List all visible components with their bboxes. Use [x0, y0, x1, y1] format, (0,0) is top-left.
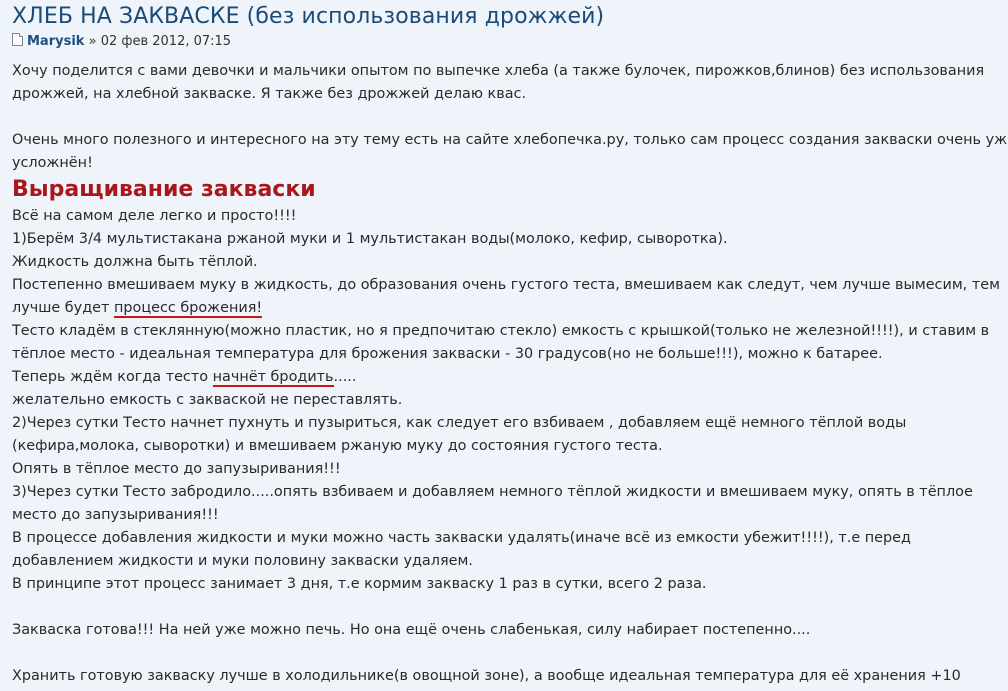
- underlined-phrase: начнёт бродить: [212, 369, 334, 385]
- blank-line: [12, 596, 1004, 619]
- text-fragment: .....: [333, 369, 357, 385]
- text-line: 3)Через сутки Тесто забродило.....опять взбиваем и добавляем немного тёплой жидкости и вмешиваем муку, опять в тёплое: [12, 484, 973, 500]
- text-line: 2)Через сутки Тесто начнет пухнуть и пузыриться, как следует его взбиваем , добавляем ещё немного тёплой воды: [12, 415, 907, 431]
- text-line: добавлением жидкости и муки половину закваски удаляем.: [12, 553, 473, 569]
- author-link[interactable]: Marysik: [27, 34, 85, 49]
- text-line: тёплое место - идеальная температура для брожения закваски - 30 градусов(но не больше!!!), можно к батарее.: [12, 346, 883, 362]
- text-line: Жидкость должна быть тёплой.: [12, 254, 258, 270]
- post-body: [12, 60, 1008, 688]
- text-line: Всё на самом деле легко и просто!!!!: [12, 208, 297, 224]
- post-title[interactable]: ХЛЕБ НА ЗАКВАСКЕ (без использования дрожжей): [12, 4, 605, 29]
- text-line: Закваска готова!!! На ней уже можно печь. Но она ещё очень слабенькая, силу набирает постепенно....: [12, 622, 811, 638]
- text-line: Очень много полезного и интересного на эту тему есть на сайте хлебопечка.ру, только сам процесс создания закваски очень уж: [12, 132, 1008, 148]
- text-line: [12, 366, 1004, 389]
- section-heading: Выращивание закваски: [12, 177, 316, 202]
- post-meta: [12, 32, 1008, 54]
- text-line: Постепенно вмешиваем муку в жидкость, до образования очень густого теста, вмешиваем как следут, чем лучше вымесим, тем: [12, 277, 1000, 293]
- meta-separator: »: [88, 34, 97, 49]
- text-line: [12, 297, 1004, 320]
- text-line: (кефира,молока, сыворотки) и вмешиваем ржаную муку до состояния густого теста.: [12, 438, 663, 454]
- text-fragment: Теперь ждём когда тесто: [12, 369, 213, 385]
- text-line: В процессе добавления жидкости и муки можно часть закваски удалять(иначе всё из емкости убежит!!!!), т.е перед: [12, 530, 911, 546]
- underlined-phrase: процесс брожения!: [113, 300, 263, 316]
- post-icon[interactable]: [12, 33, 23, 46]
- text-line: Хочу поделится с вами девочки и мальчики опытом по выпечке хлеба (а также булочек, пирожков,блинов) без использования: [12, 63, 985, 79]
- text-line: дрожжей, на хлебной закваске. Я также без дрожжей делаю квас.: [12, 86, 527, 102]
- text-fragment: лучше будет: [12, 300, 114, 316]
- text-line: Тесто кладём в стеклянную(можно пластик, но я предпочитаю стекло) емкость с крышкой(только не железной!!!!), и ставим в: [12, 323, 990, 339]
- blank-line: [12, 106, 1004, 129]
- text-line: место до запузыривания!!!: [12, 507, 219, 523]
- text-line: усложнён!: [12, 155, 93, 171]
- text-line: желательно емкость с закваской не переставлять.: [12, 392, 403, 408]
- text-line: В принципе этот процесс занимает 3 дня, т.е кормим закваску 1 раз в сутки, всего 2 раза.: [12, 576, 707, 592]
- post-date: 02 фев 2012, 07:15: [100, 34, 232, 49]
- text-line: Хранить готовую закваску лучше в холодильнике(в овощной зоне), а вообще идеальная температура для её хранения +10: [12, 668, 961, 684]
- text-line: 1)Берём 3/4 мультистакана ржаной муки и 1 мультистакан воды(молоко, кефир, сыворотка).: [12, 231, 728, 247]
- blank-line: [12, 642, 1004, 665]
- text-line: Опять в тёплое место до запузыривания!!!: [12, 461, 341, 477]
